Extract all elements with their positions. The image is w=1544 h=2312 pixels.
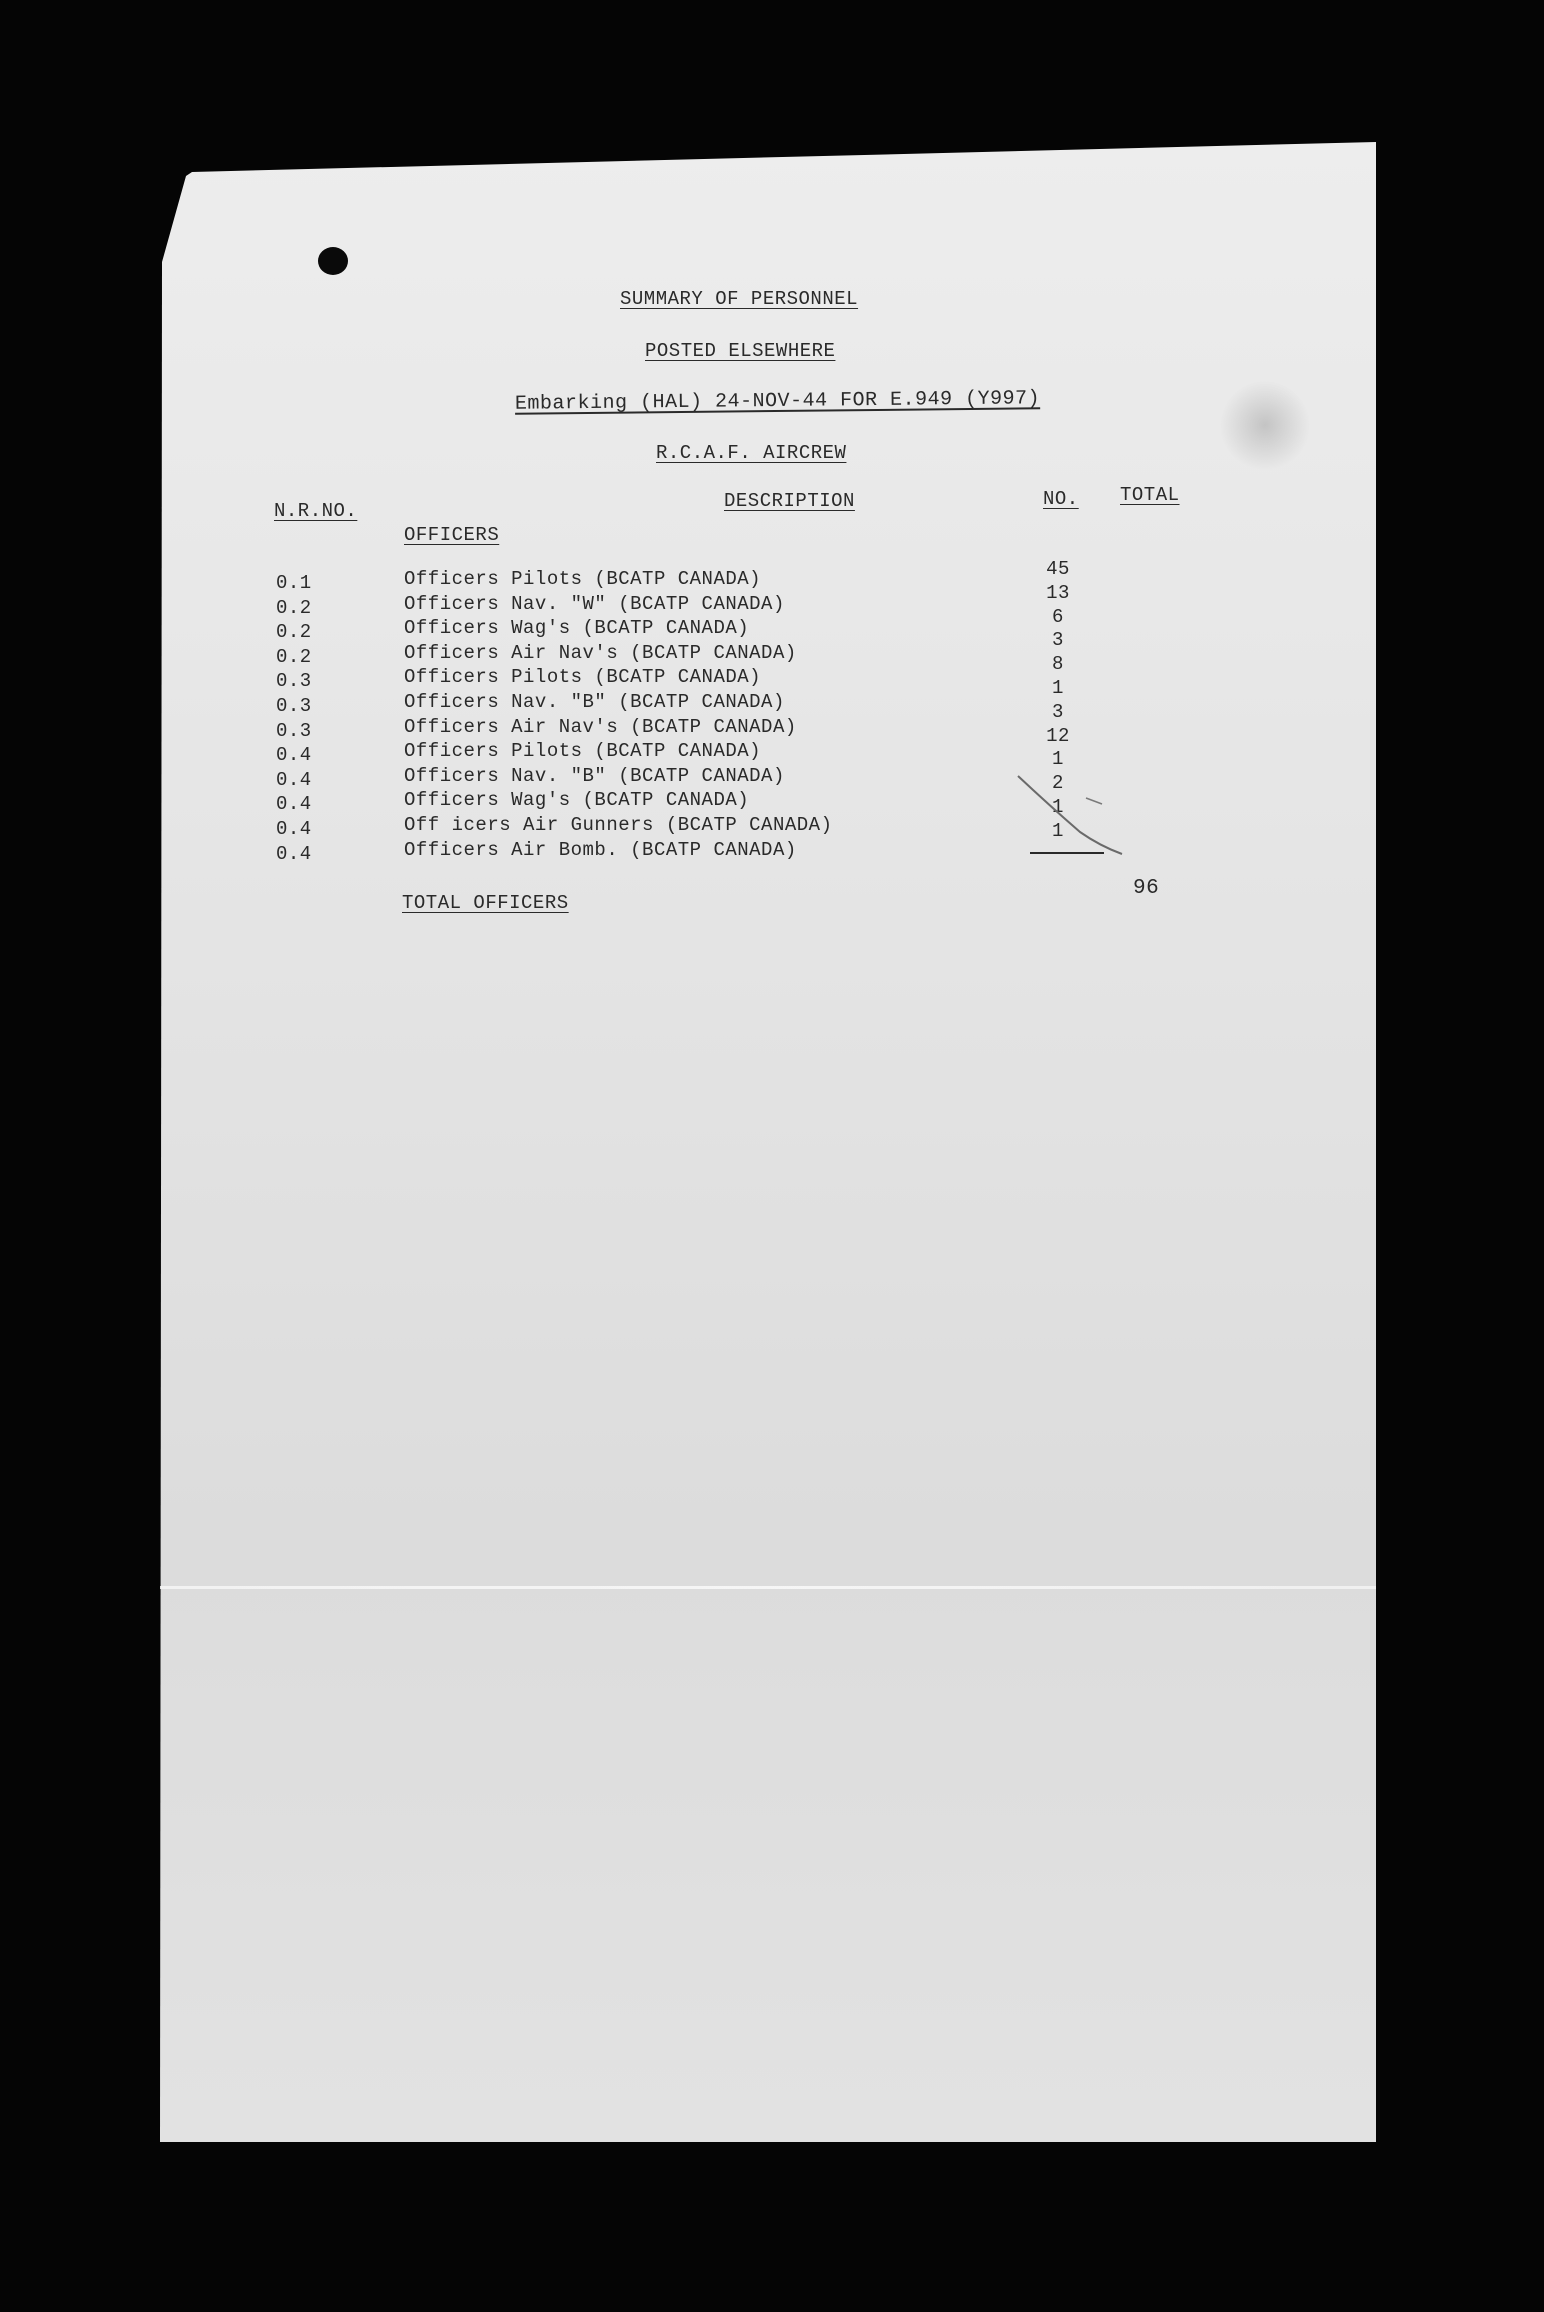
row-description: Officers Nav. "B" (BCATP CANADA) (404, 691, 785, 713)
row-nr-number: 0.4 (276, 818, 312, 840)
row-count: 13 (1046, 582, 1070, 604)
row-count: 1 (1052, 820, 1064, 842)
row-nr-number: 0.3 (276, 670, 312, 692)
row-description: Officers Air Bomb. (BCATP CANADA) (404, 839, 797, 861)
row-count: 8 (1052, 653, 1064, 675)
row-count: 3 (1052, 629, 1064, 651)
row-description: Officers Pilots (BCATP CANADA) (404, 568, 762, 590)
embarking-heading: Embarking (HAL) 24-NOV-44 FOR E.949 (Y997) (514, 387, 1041, 416)
row-description: Officers Nav. "B" (BCATP CANADA) (404, 765, 785, 787)
fold-crease (160, 1586, 1376, 1589)
row-description: Officers Wag's (BCATP CANADA) (404, 789, 750, 811)
total-officers-value: 96 (1133, 877, 1160, 900)
row-nr-number: 0.3 (276, 720, 312, 742)
total-officers-label: TOTAL OFFICERS (402, 892, 569, 914)
row-description: Officers Air Nav's (BCATP CANADA) (404, 716, 797, 738)
row-nr-number: 0.3 (276, 695, 312, 717)
section-heading: R.C.A.F. AIRCREW (656, 442, 847, 464)
row-nr-number: 0.1 (276, 572, 312, 594)
row-count: 1 (1052, 748, 1064, 770)
row-nr-number: 0.2 (276, 621, 312, 643)
row-count: 45 (1046, 558, 1070, 580)
row-nr-number: 0.4 (276, 769, 312, 791)
punch-hole (318, 247, 348, 275)
row-nr-number: 0.4 (276, 744, 312, 766)
row-count: 1 (1052, 796, 1064, 818)
row-description: Officers Pilots (BCATP CANADA) (404, 740, 762, 762)
document-title: SUMMARY OF PERSONNEL (620, 288, 859, 310)
row-description: Officers Wag's (BCATP CANADA) (404, 617, 750, 639)
row-nr-number: 0.2 (276, 597, 312, 619)
row-nr-number: 0.2 (276, 646, 312, 668)
column-header-nr: N.R.NO. (274, 500, 358, 522)
row-nr-number: 0.4 (276, 793, 312, 815)
row-description: Officers Pilots (BCATP CANADA) (404, 666, 762, 688)
posted-heading: POSTED ELSEWHERE (645, 340, 836, 362)
row-count: 6 (1052, 606, 1064, 628)
row-description: Off icers Air Gunners (BCATP CANADA) (404, 814, 833, 836)
row-description: Officers Air Nav's (BCATP CANADA) (404, 642, 797, 664)
sum-rule (1030, 852, 1104, 854)
officers-heading: OFFICERS (404, 524, 500, 546)
column-header-description: DESCRIPTION (724, 490, 855, 512)
row-count: 12 (1046, 725, 1070, 747)
column-header-total: TOTAL (1120, 484, 1180, 506)
row-description: Officers Nav. "W" (BCATP CANADA) (404, 593, 785, 615)
row-nr-number: 0.4 (276, 843, 312, 865)
row-count: 3 (1052, 701, 1064, 723)
column-header-no: NO. (1043, 488, 1079, 510)
row-count: 1 (1052, 677, 1064, 699)
pencil-tick-mark (1010, 770, 1130, 860)
smudge-mark (1220, 380, 1310, 470)
row-count: 2 (1052, 772, 1064, 794)
